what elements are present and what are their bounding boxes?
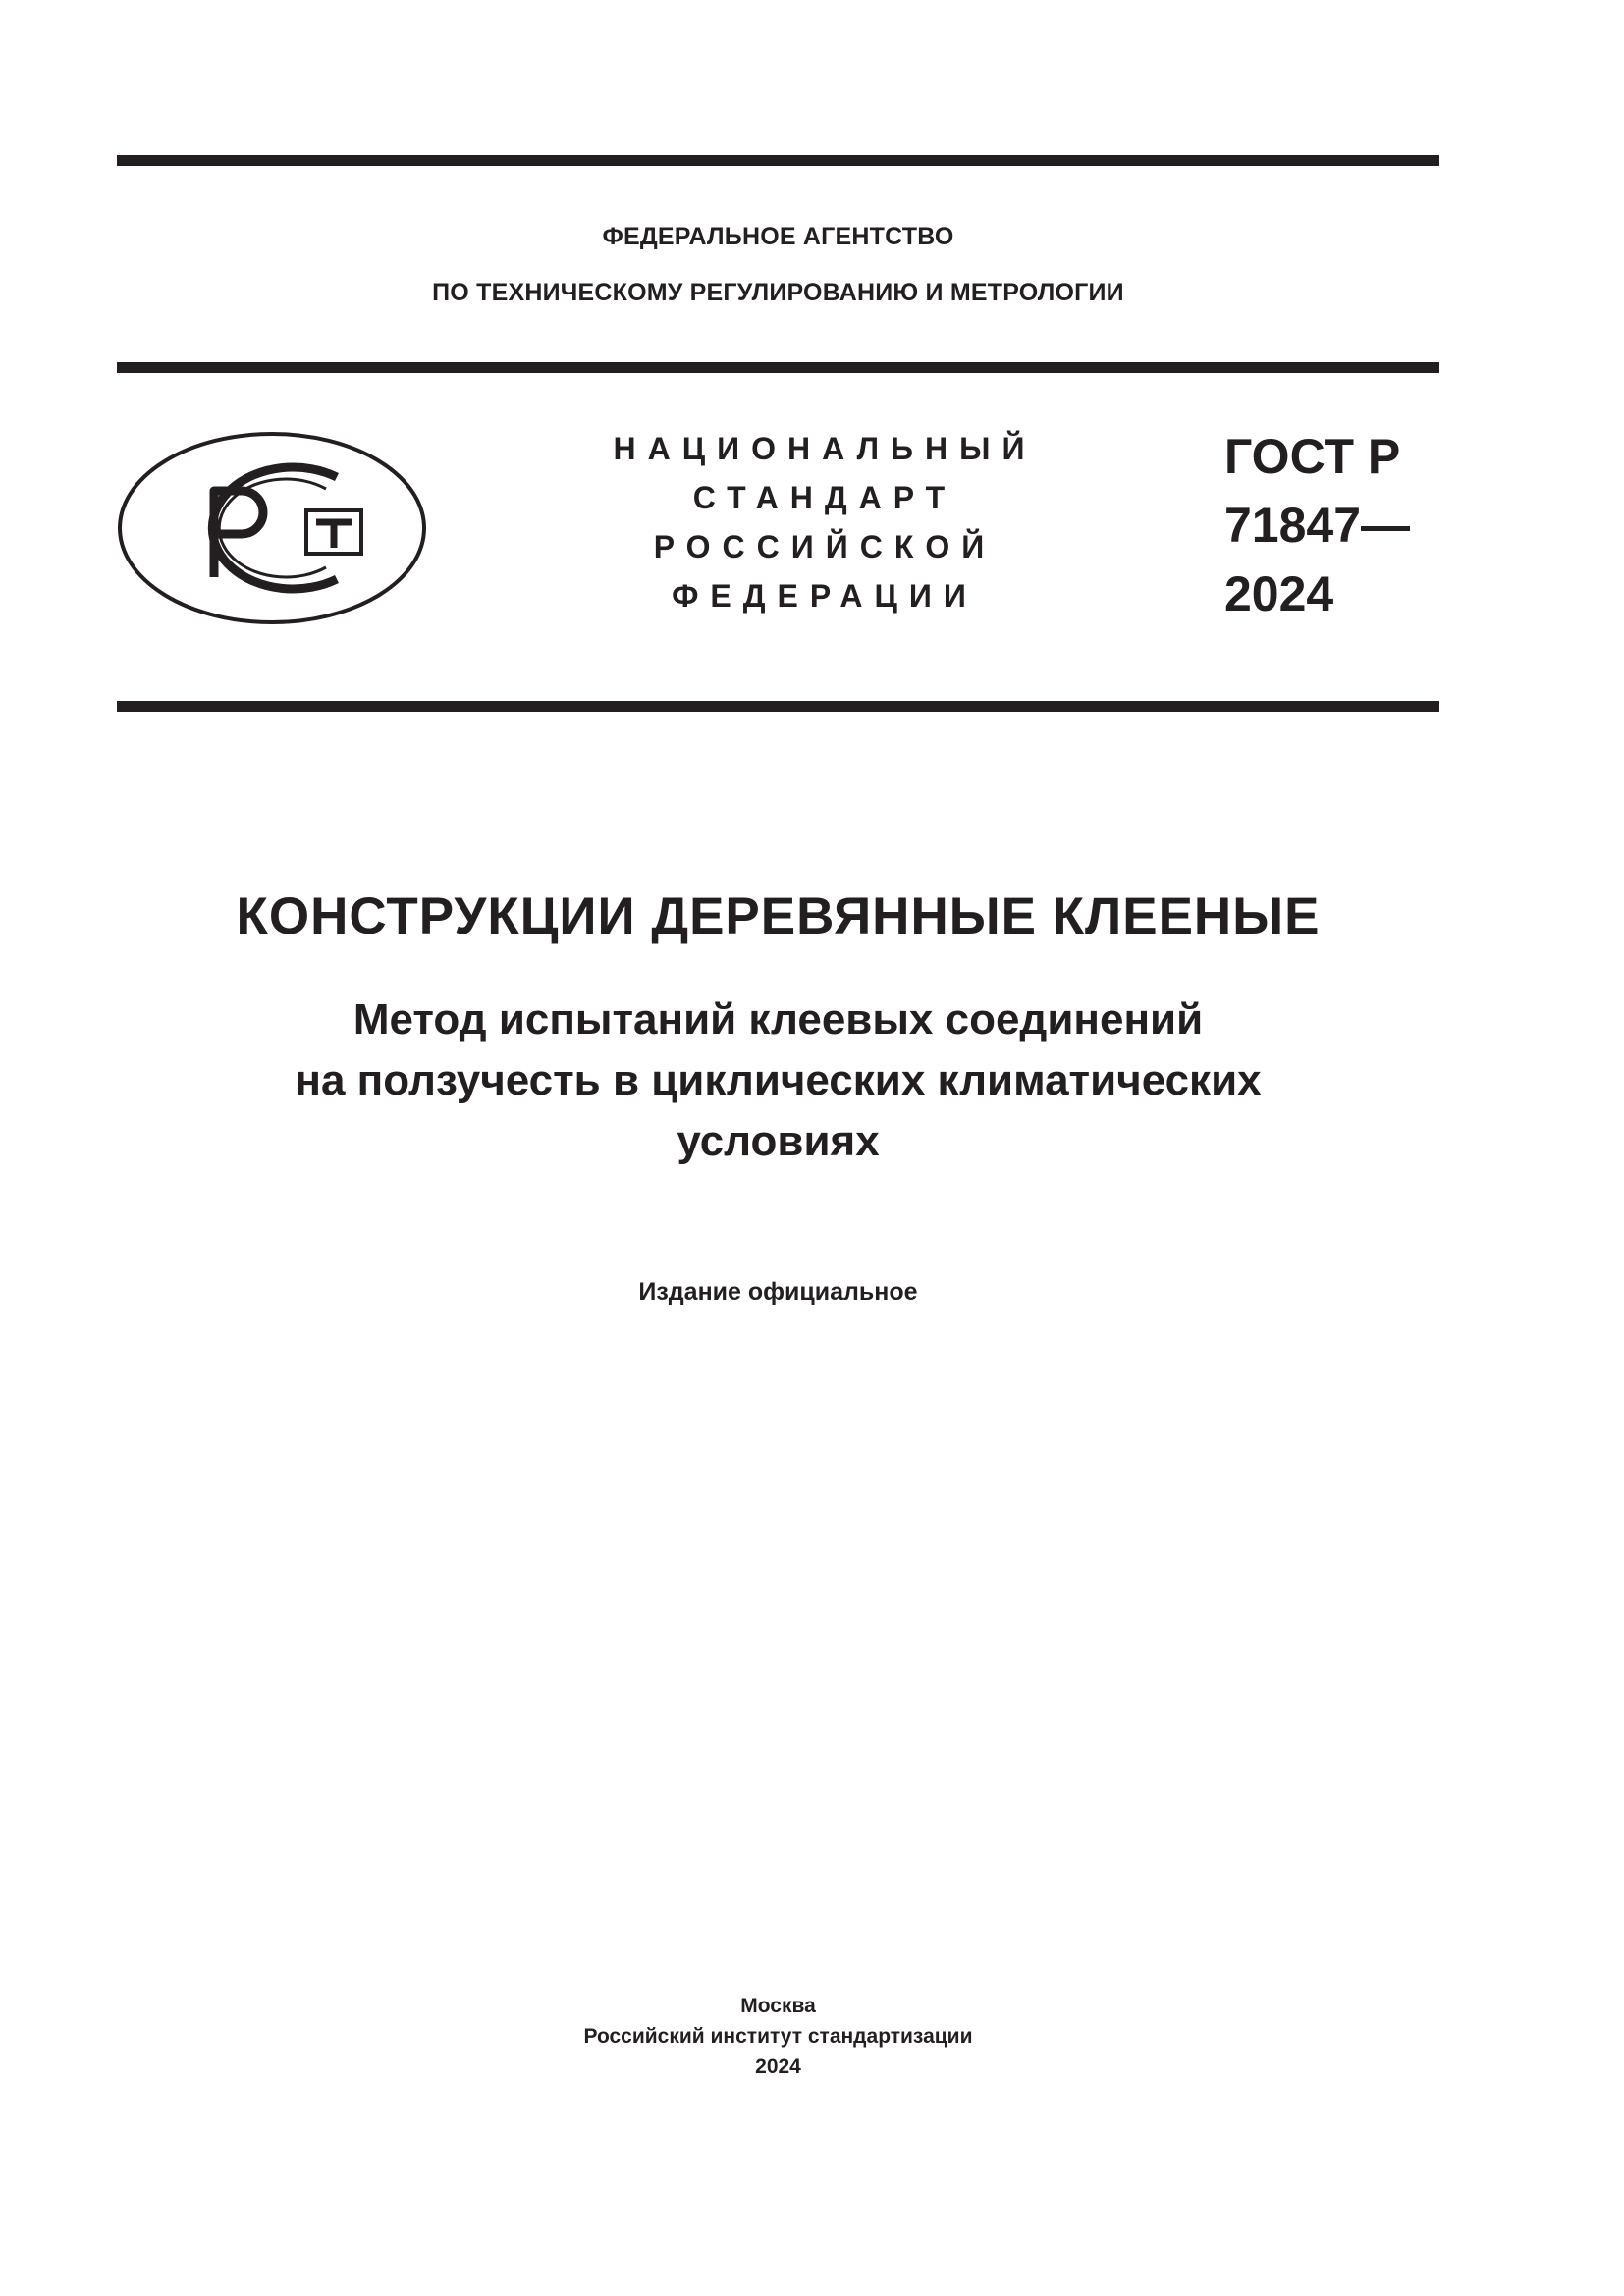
rst-certification-mark-icon [116, 430, 428, 626]
document-subtitle [117, 989, 1439, 1172]
identity-rule [117, 701, 1439, 712]
designation-line-1: ГОСТ Р [1224, 429, 1401, 484]
standard-designation [1224, 422, 1410, 628]
standard-type-line-3: РОССИЙСКОЙ [653, 529, 997, 564]
subtitle-line-3: условиях [677, 1117, 880, 1165]
agency-name-line-1: ФЕДЕРАЛЬНОЕ АГЕНТСТВО [602, 223, 954, 250]
header-rule [117, 362, 1439, 373]
standard-type-line-1: НАЦИОНАЛЬНЫЙ [613, 431, 1037, 466]
agency-name-line-2: ПО ТЕХНИЧЕСКОМУ РЕГУЛИРОВАНИЮ И МЕТРОЛОГИИ [432, 279, 1124, 306]
subtitle-line-1: Метод испытаний клеевых соединений [352, 995, 1204, 1043]
edition-note: Издание официальное [638, 1278, 918, 1306]
standard-type-line-4: ФЕДЕРАЦИИ [672, 578, 978, 614]
designation-line-2: 71847— [1224, 498, 1411, 553]
top-rule [117, 155, 1439, 166]
imprint [117, 1991, 1439, 2082]
imprint-publisher: Российский институт стандартизации [583, 2025, 973, 2048]
imprint-city: Москва [740, 1995, 816, 2017]
standard-type-line-2: СТАНДАРТ [692, 480, 957, 515]
document-title: КОНСТРУКЦИИ ДЕРЕВЯННЫЕ КЛЕЕНЫЕ [236, 887, 1321, 945]
imprint-year: 2024 [755, 2056, 801, 2078]
designation-line-3: 2024 [1224, 566, 1334, 621]
subtitle-line-2: на ползучесть в циклических климатических [295, 1056, 1262, 1104]
